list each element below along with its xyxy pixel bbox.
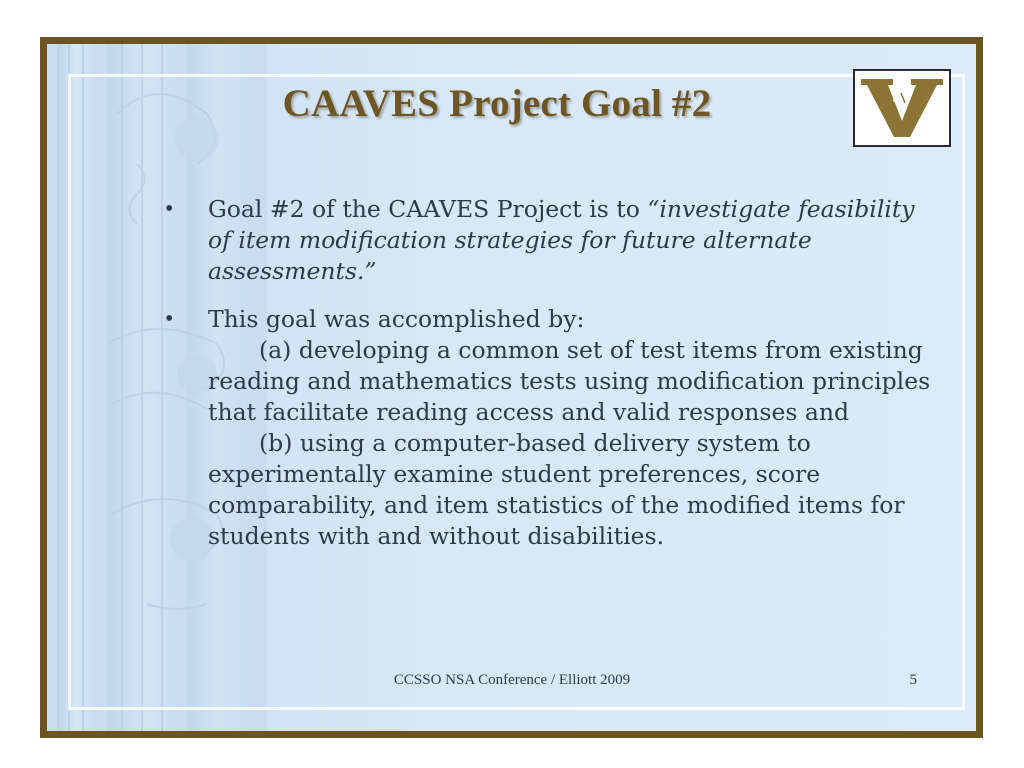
bullet-symbol: • xyxy=(165,306,174,332)
slide-frame xyxy=(40,37,983,738)
bullet-goal-statement xyxy=(165,194,935,287)
bullet-lead-text: This goal was accomplished by: xyxy=(208,305,585,333)
bullet-list xyxy=(165,194,935,552)
sub-item-a: (a) developing a common set of test items from existing reading and mathematics tests using modification principles that facilitate reading access and valid responses and xyxy=(208,336,931,426)
sub-item-b: (b) using a computer-based delivery system to experimentally examine student preferences, score comparability, and item statistics of the modified items for students with and without disabilities. xyxy=(208,429,905,550)
goal-quote: “investigate feasibility of item modification strategies for future alternate assessments.” xyxy=(208,195,915,285)
vanderbilt-logo xyxy=(853,69,951,147)
vanderbilt-oak-leaf-v-logo-icon xyxy=(855,71,949,145)
bullet-symbol: • xyxy=(165,196,174,222)
slide-title: CAAVES Project Goal #2 xyxy=(282,82,712,125)
footer-text: CCSSO NSA Conference / Elliott 2009 xyxy=(393,672,631,688)
page-number: 5 xyxy=(909,672,917,688)
slide-background xyxy=(47,44,976,731)
bullet-lead-text: Goal #2 of the CAAVES Project is to xyxy=(208,195,648,223)
bullet-accomplished-by xyxy=(165,304,935,552)
